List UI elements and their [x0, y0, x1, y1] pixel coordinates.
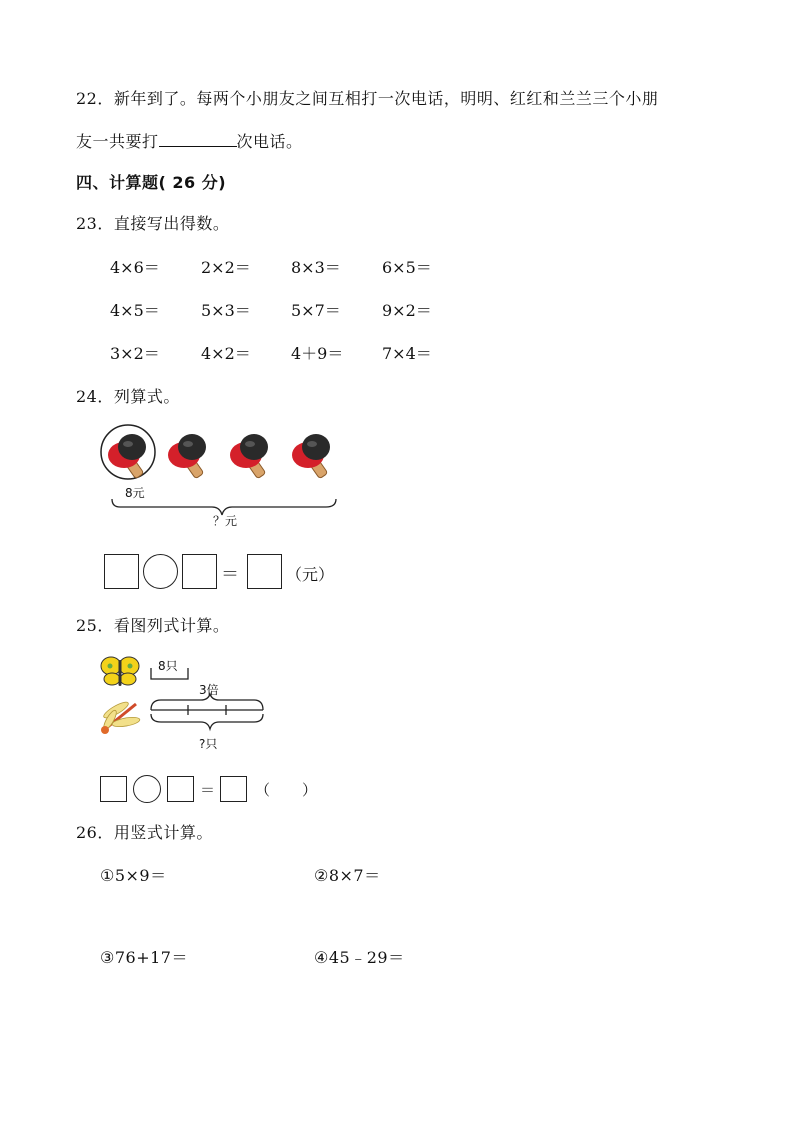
unit-open-paren: （ — [255, 781, 271, 799]
paddle-icon — [292, 434, 330, 479]
q23-cell: 4×6＝ — [110, 258, 160, 277]
q23-cell: 5×7＝ — [291, 301, 341, 320]
paddle-icon — [108, 434, 146, 479]
butterfly-dragonfly-figure — [96, 652, 276, 752]
q23-cell: 6×5＝ — [382, 258, 432, 277]
answer-box[interactable] — [247, 554, 282, 589]
section-title: 四、计算题( 26 分) — [76, 173, 227, 192]
q25-title: 25．看图列式计算。 — [76, 616, 230, 635]
q22-line1: 22．新年到了。每两个小朋友之间互相打一次电话，明明、红红和兰兰三个小朋 — [76, 89, 659, 108]
times-label: 3倍 — [199, 683, 219, 697]
q26-item: ②8×7＝ — [314, 866, 381, 885]
unit-label: （元） — [286, 565, 335, 584]
total-brace — [151, 714, 263, 729]
q26-item: ④45﹣29＝ — [314, 948, 405, 967]
equals-sign: ＝ — [221, 564, 239, 585]
answer-blank[interactable] — [159, 132, 237, 147]
answer-box[interactable] — [182, 554, 217, 589]
q23-title: 23．直接写出得数。 — [76, 214, 230, 233]
q26-item: ③76+17＝ — [100, 948, 188, 967]
total-count-label: ?只 — [199, 737, 218, 751]
operator-circle[interactable] — [133, 775, 161, 803]
q23-cell: 8×3＝ — [291, 258, 341, 277]
q24-title: 24．列算式。 — [76, 387, 180, 406]
q22-line2-post: 次电话。 — [236, 132, 303, 151]
total-price-label: ？元 — [213, 514, 238, 528]
q23-cell: 4×2＝ — [201, 344, 251, 363]
paddle-icon — [168, 434, 206, 479]
q22-line2-pre: 友一共要打 — [76, 132, 159, 151]
paddle-icon — [230, 434, 268, 479]
q23-cell: 4×5＝ — [110, 301, 160, 320]
dragonfly-icon — [101, 700, 140, 734]
answer-box[interactable] — [167, 776, 194, 802]
answer-box[interactable] — [220, 776, 247, 802]
q22-line2 — [76, 129, 303, 152]
answer-box[interactable] — [100, 776, 127, 802]
q23-cell: 2×2＝ — [201, 258, 251, 277]
operator-circle[interactable] — [143, 554, 178, 589]
price-label: 8元 — [125, 486, 145, 500]
butterfly-count-label: 8只 — [158, 659, 178, 673]
unit-close-paren: ） — [302, 781, 318, 799]
q23-cell: 3×2＝ — [110, 344, 160, 363]
q23-cell: 7×4＝ — [382, 344, 432, 363]
q23-cell: 4＋9＝ — [291, 344, 344, 363]
equals-sign: ＝ — [200, 781, 216, 799]
q26-title: 26．用竖式计算。 — [76, 823, 213, 842]
q23-cell: 5×3＝ — [201, 301, 251, 320]
q26-item: ①5×9＝ — [100, 866, 167, 885]
q23-cell: 9×2＝ — [382, 301, 432, 320]
answer-box[interactable] — [104, 554, 139, 589]
butterfly-icon — [101, 657, 139, 686]
